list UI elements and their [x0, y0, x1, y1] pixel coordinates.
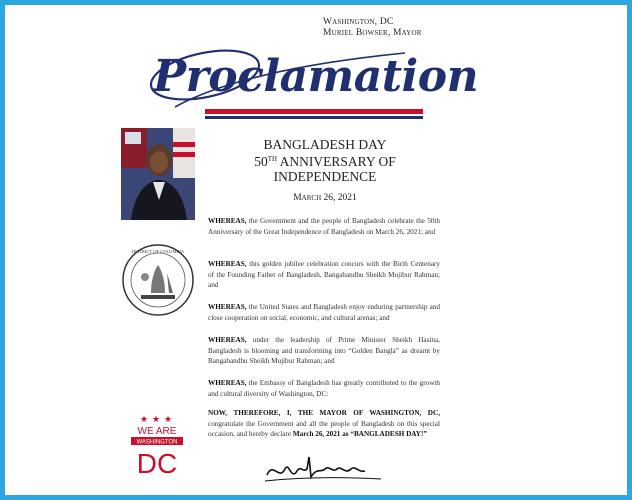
mayor-portrait — [121, 128, 195, 220]
title-text: Proclamation — [153, 51, 479, 102]
title-stripe-red — [205, 109, 423, 114]
logo-star-icon: ★ — [164, 415, 173, 425]
doc-title-line2: 50TH ANNIVERSARY OF — [254, 154, 396, 169]
title-stripe-blue — [205, 116, 423, 119]
header-mayor: Muriel Bowser, Mayor — [323, 28, 422, 38]
whereas-clause: WHEREAS, the Embassy of Bangladesh has greatly contributed to the growth and cultural diversity of Washington, DC: — [208, 379, 440, 398]
header — [323, 17, 422, 39]
seal-text: DISTRICT OF COLUMBIA — [131, 249, 185, 254]
whereas-clause: WHEREAS, the United States and Bangladesh enjoy enduring partnership and close cooperation on social, economic, and cultural arenas; and — [208, 303, 440, 322]
logo-line3: DC — [136, 448, 178, 479]
logo-line1: WE ARE — [137, 426, 177, 437]
logo-line2: WASHINGTON — [136, 439, 178, 446]
whereas-clause: WHEREAS, under the leadership of Prime Minister Sheikh Hasina, Bangladesh is blooming and transforming into “Golden Bangla” as dreamt by Bangabandhu Sheikh Mujibur Rahman; and — [208, 336, 440, 365]
we-are-washington-dc-logo — [127, 413, 187, 479]
header-city: Washington, DC — [323, 17, 394, 27]
dc-seal — [121, 243, 195, 317]
logo-star-icon: ★ — [140, 415, 149, 425]
doc-title-line1: BANGLADESH DAY — [263, 137, 387, 152]
mayor-signature — [263, 451, 383, 489]
whereas-clause: WHEREAS, this golden jubilee celebration concurs with the Birth Centenary of the Founding Father of Bangladesh, Bangabandhu Sheikh Mujibur Rahman; and — [208, 260, 440, 289]
doc-title-line3: INDEPENDENCE — [273, 169, 377, 184]
logo-star-icon: ★ — [152, 415, 161, 425]
whereas-clause: WHEREAS, the Government and the people of Bangladesh celebrate the 50th Anniversary of the Great Independence of Bangladesh on March 26, 2021; and — [208, 217, 440, 236]
closing-clause: NOW, THEREFORE, I, THE MAYOR OF WASHINGTON, DC, congratulate the Government and all the people of Bangladesh on this special occasion, and hereby declare March 26, 2021 as “BANGLADESH DAY!” — [208, 409, 440, 438]
document-title — [210, 137, 440, 184]
document-date: March 26, 2021 — [293, 193, 357, 203]
